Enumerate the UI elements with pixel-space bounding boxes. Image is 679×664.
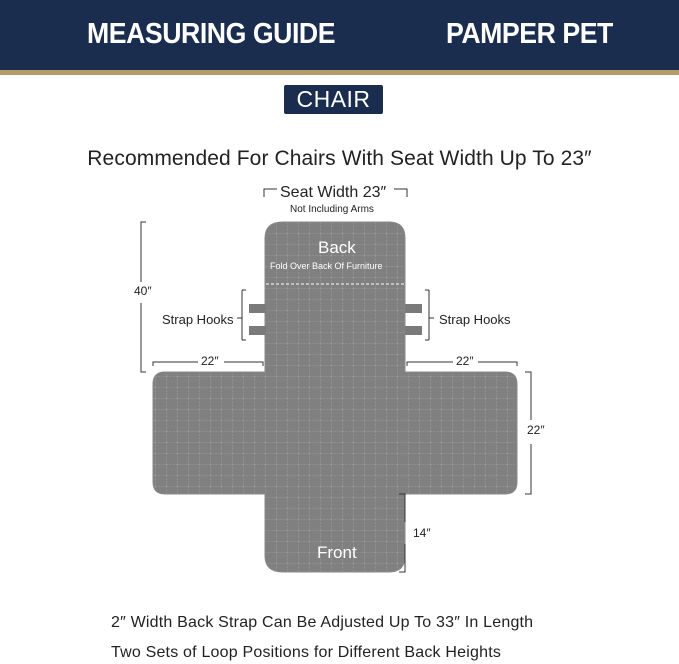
measuring-guide-title: MEASURING GUIDE	[87, 18, 336, 50]
height-40-label: 40″	[134, 284, 152, 298]
strap-hooks-right-bracket	[425, 290, 434, 340]
arm-depth-label: 22″	[527, 423, 545, 437]
strap-hooks-left-bracket	[237, 290, 246, 340]
loop-positions-note: Two Sets of Loop Positions for Different Back Heights	[111, 644, 502, 661]
back-label: Back	[318, 238, 356, 257]
fold-note: Fold Over Back Of Furniture	[270, 261, 383, 271]
strap-hook-right-upper	[405, 304, 422, 313]
arm-left-width-label: 22″	[201, 354, 219, 368]
recommendation-headline: Recommended For Chairs With Seat Width Up To 23″	[87, 147, 592, 170]
chair-cover-shape	[153, 222, 517, 572]
front-label: Front	[317, 543, 357, 562]
brand-title: PAMPER PET	[446, 18, 613, 50]
strap-hook-left-lower	[249, 326, 266, 335]
strap-hook-right-lower	[405, 326, 422, 335]
strap-hook-left-upper	[249, 304, 266, 313]
seat-width-label: Seat Width 23″	[280, 184, 387, 201]
chair-badge: CHAIR	[284, 85, 383, 114]
arm-right-width-label: 22″	[456, 354, 474, 368]
strap-hooks-right-label: Strap Hooks	[439, 312, 511, 327]
front-flap-label: 14″	[413, 526, 431, 540]
strap-hooks-left-label: Strap Hooks	[162, 312, 234, 327]
seat-width-note: Not Including Arms	[290, 204, 374, 215]
strap-length-note: 2″ Width Back Strap Can Be Adjusted Up To 33″ In Length	[111, 614, 534, 631]
